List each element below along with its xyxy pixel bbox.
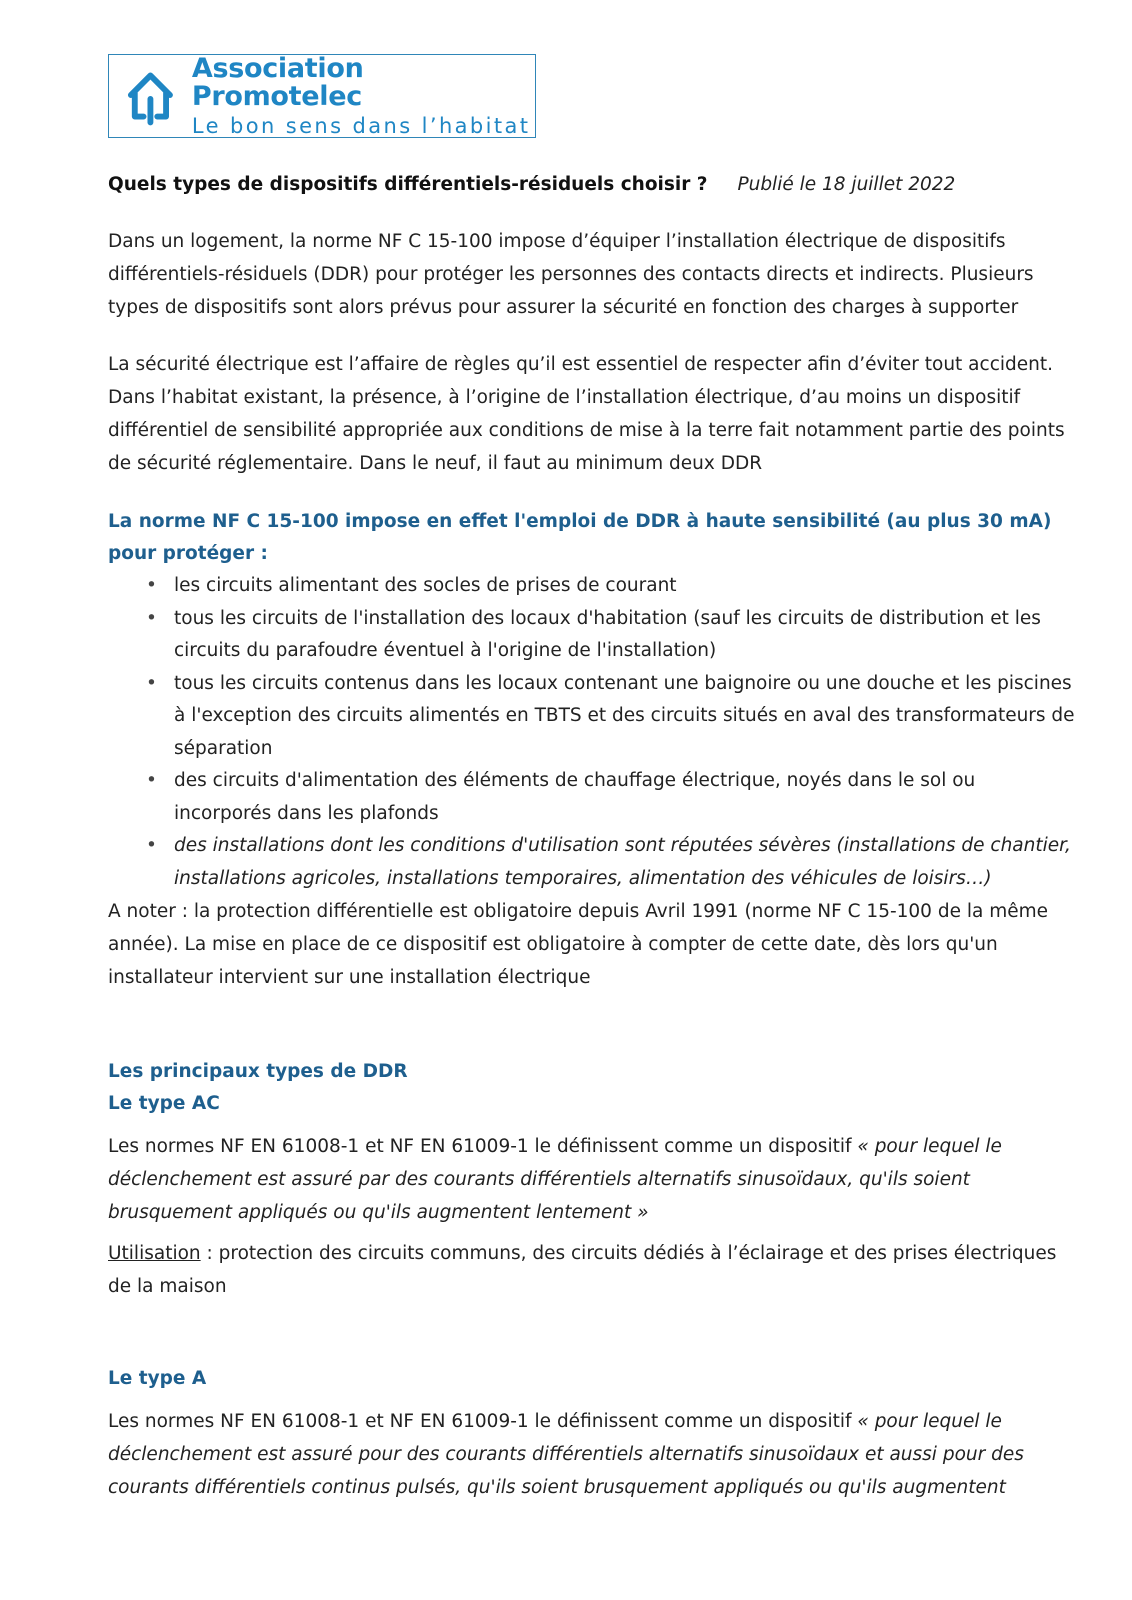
type-ac-quote: « pour lequel le déclenchement est assuré par des courants différentiels alternatifs sinusoïdaux, qu'ils soient brusquement appliqués ou qu'ils augmentent lentement » (108, 1136, 1002, 1223)
list-item: • tous les circuits contenus dans les locaux contenant une baignoire ou une douche et les piscines à l'exception des circuits alimentés en TBTS et des circuits situés en aval des transformateurs de séparation (146, 668, 1078, 766)
usage-label: Utilisation (108, 1243, 201, 1264)
list-item: • tous les circuits de l'installation des locaux d'habitation (sauf les circuits de distribution et les circuits du parafoudre éventuel à l'origine de l'installation) (146, 603, 1078, 668)
type-ac-usage: Utilisation : protection des circuits communs, des circuits dédiés à l’éclairage et des prises électriques de la maison (108, 1243, 1057, 1297)
article-header (108, 168, 1078, 201)
protection-list (108, 570, 1078, 895)
norme-heading: La norme NF C 15-100 impose en effet l'emploi de DDR à haute sensibilité (au plus 30 mA) pour protéger : (108, 511, 1052, 564)
promotelec-logo (108, 54, 536, 138)
bullet-icon: • (146, 575, 157, 596)
types-heading: Les principaux types de DDR (108, 1061, 408, 1082)
type-a-definition: Les normes NF EN 61008-1 et NF EN 61009-1 le définissent comme un dispositif « pour lequel le déclenchement est assuré pour des courants différentiels alternatifs sinusoïdaux et aussi pour des courants différentiels continus pulsés, qu'ils soient brusquement appliqués ou qu'ils augmentent (108, 1411, 1024, 1498)
document-page (108, 54, 1078, 1504)
type-a-heading: Le type A (108, 1368, 207, 1389)
intro-paragraph-1: Dans un logement, la norme NF C 15-100 impose d’équiper l’installation électrique de dispositifs différentiels-résiduels (DDR) pour protéger les personnes des contacts directs et indirects. Plusieurs types de dispositifs sont alors prévus pour assurer la sécurité en fonction des charges à supporter (108, 231, 1034, 318)
logo-name: Association Promotelec (191, 53, 364, 113)
list-item: • les circuits alimentant des socles de prises de courant (146, 570, 1078, 603)
publication-date: Publié le 18 juillet 2022 (737, 174, 956, 195)
article-title: Quels types de dispositifs différentiels-résiduels choisir ? (108, 174, 708, 195)
house-plug-icon (125, 65, 176, 127)
bullet-icon: • (146, 770, 157, 791)
type-ac-definition: Les normes NF EN 61008-1 et NF EN 61009-1 le définissent comme un dispositif « pour lequel le déclenchement est assuré par des courants différentiels alternatifs sinusoïdaux, qu'ils soient brusquement appliqués ou qu'ils augmentent lentement » (108, 1136, 1002, 1223)
type-ac-heading: Le type AC (108, 1093, 220, 1114)
list-item: • des circuits d'alimentation des éléments de chauffage électrique, noyés dans le sol ou incorporés dans les plafonds (146, 765, 1078, 830)
bullet-icon: • (146, 607, 157, 629)
logo-tagline: Le bon sens dans l’habitat (191, 113, 531, 138)
bullet-icon: • (146, 835, 157, 856)
intro-paragraph-2: La sécurité électrique est l’affaire de règles qu’il est essentiel de respecter afin d’éviter tout accident. Dans l’habitat existant, la présence, à l’origine de l’installation électrique, d’au moins un dispositif différentiel de sensibilité appropriée aux conditions de mise à la terre fait notamment partie des points de sécurité réglementaire. Dans le neuf, il faut au minimum deux DDR (108, 354, 1065, 474)
bullet-icon: • (146, 672, 157, 694)
note-paragraph: A noter : la protection différentielle est obligatoire depuis Avril 1991 (norme NF C 15-100 de la même année). La mise en place de ce dispositif est obligatoire à compter de cette date, dès lors qu'un installateur intervient sur une installation électrique (108, 901, 1049, 988)
list-item: • des installations dont les conditions d'utilisation sont réputées sévères (installations de chantier, installations agricoles, installations temporaires, alimentation des véhicules de loisirs…) (146, 830, 1078, 895)
type-a-quote: « pour lequel le déclenchement est assuré pour des courants différentiels alternatifs sinusoïdaux et aussi pour des courants différentiels continus pulsés, qu'ils soient brusquement appliqués ou qu'ils augmentent (108, 1411, 1024, 1498)
